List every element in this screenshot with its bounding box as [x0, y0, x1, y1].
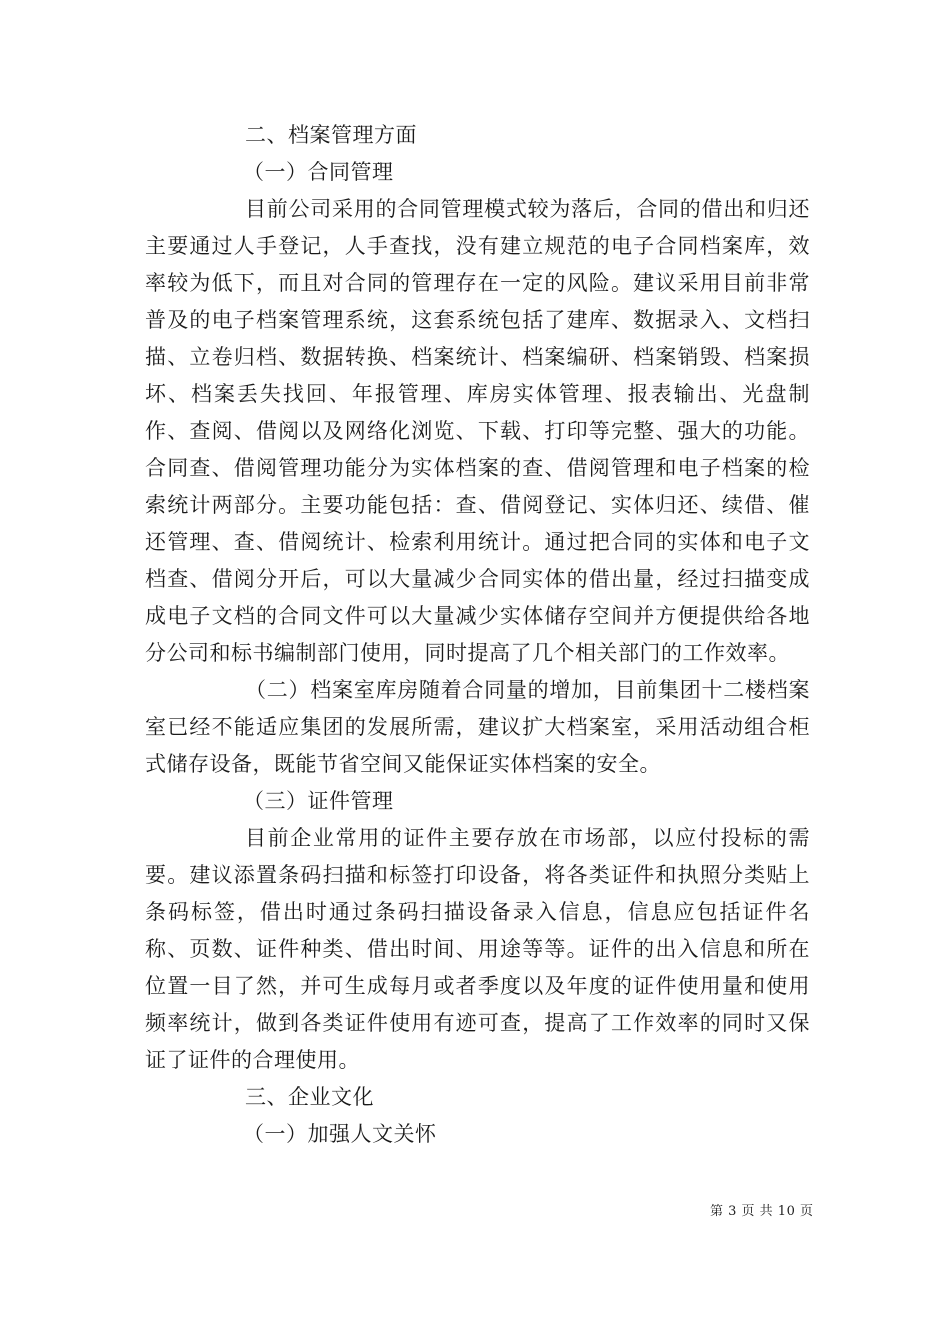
- paragraph-archive-room: （二）档案室库房随着合同量的增加，目前集团十二楼档案室已经不能适应集团的发展所需，建议扩大档案室，采用活动组合柜式储存设备，既能节省空间又能保证实体档案的安全。: [145, 678, 810, 776]
- section-heading-corporate-culture: 三、企业文化: [245, 1085, 374, 1109]
- document-body: [145, 117, 810, 1153]
- paragraph-certificate-management: 目前企业常用的证件主要存放在市场部，以应付投标的需要。建议添置条码扫描和标签打印设备，将各类证件和执照分类贴上条码标签，借出时通过条码扫描设备录入信息，信息应包括证件名称、页数、证件种类、借出时间、用途等等。证件的出入信息和所在位置一目了然，并可生成每月或者季度以及年度的证件使用量和使用频率统计，做到各类证件使用有迹可查，提高了工作效率的同时又保证了证件的合理使用。: [145, 826, 810, 1072]
- page-number-footer: 第 3 页 共 10 页: [710, 1204, 814, 1219]
- subheading-certificate-management: （三）证件管理: [243, 789, 394, 813]
- section-heading-archives: 二、档案管理方面: [245, 123, 417, 147]
- subheading-contract-management: （一）合同管理: [243, 160, 394, 184]
- subheading-humanistic-care: （一）加强人文关怀: [243, 1122, 437, 1146]
- paragraph-contract-management: 目前公司采用的合同管理模式较为落后，合同的借出和归还主要通过人手登记，人手查找，没有建立规范的电子合同档案库，效率较为低下，而且对合同的管理存在一定的风险。建议采用目前非常普及的电子档案管理系统，这套系统包括了建库、数据录入、文档扫描、立卷归档、数据转换、档案统计、档案编研、档案销毁、档案损坏、档案丢失找回、年报管理、库房实体管理、报表输出、光盘制作、查阅、借阅以及网络化浏览、下载、打印等完整、强大的功能。合同查、借阅管理功能分为实体档案的查、借阅管理和电子档案的检索统计两部分。主要功能包括：查、借阅登记、实体归还、续借、催还管理、查、借阅统计、检索利用统计。通过把合同的实体和电子文档查、借阅分开后，可以大量减少合同实体的借出量，经过扫描变成成电子文档的合同文件可以大量减少实体储存空间并方便提供给各地分公司和标书编制部门使用，同时提高了几个相关部门的工作效率。: [145, 197, 810, 665]
